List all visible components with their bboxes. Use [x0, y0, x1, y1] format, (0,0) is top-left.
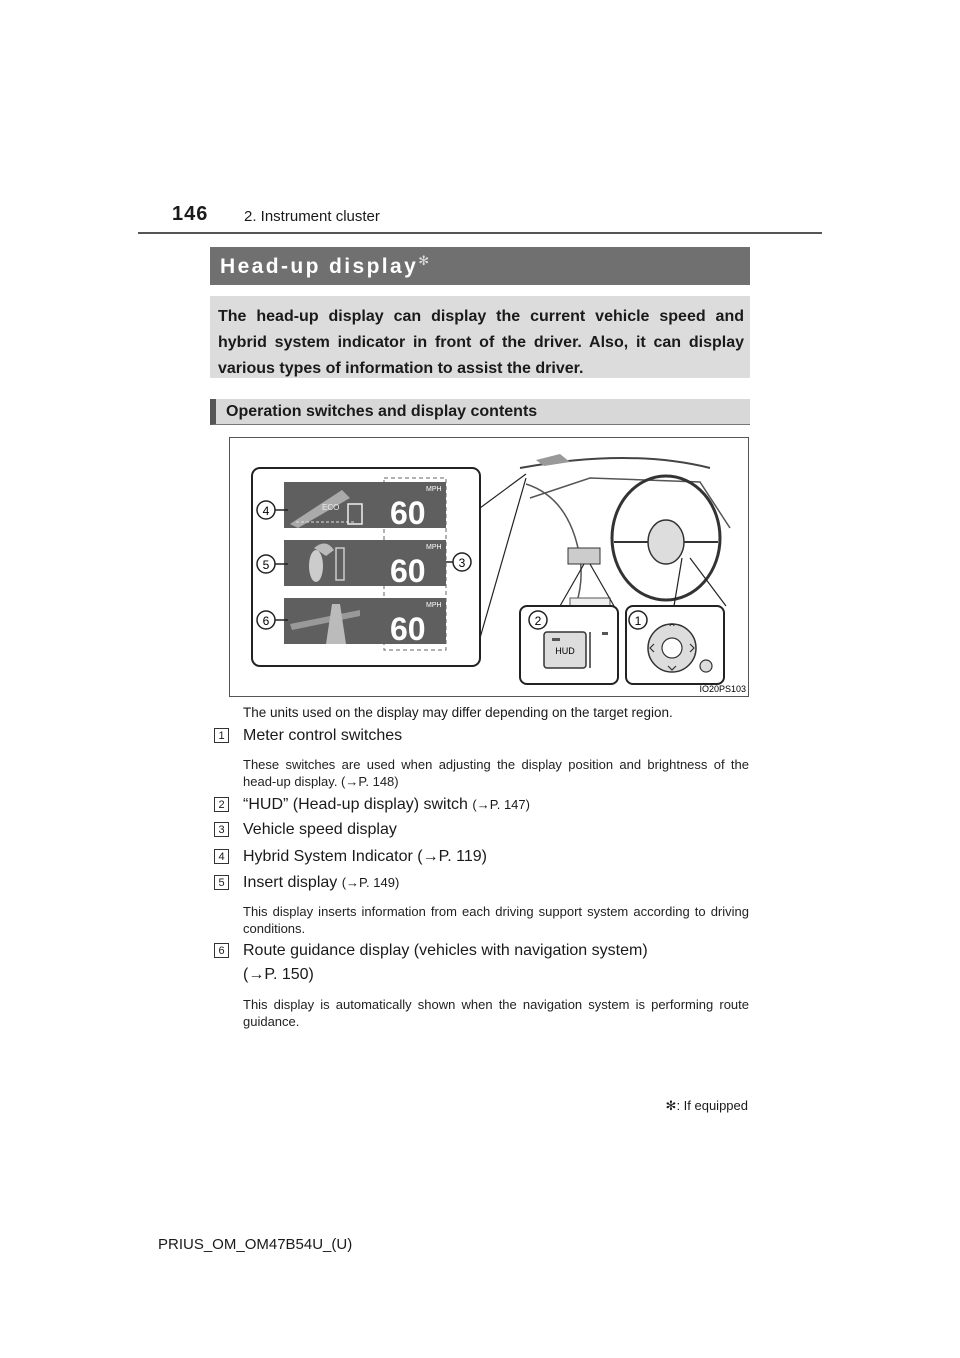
subheading-text: Operation switches and display contents — [226, 403, 538, 420]
speed-unit: MPH — [426, 544, 442, 551]
speed-value: 60 — [390, 611, 426, 647]
speed-unit: MPH — [426, 602, 442, 609]
hud-switch-location — [568, 548, 600, 564]
item-hybrid-system-indicator: Hybrid System Indicator (→P. 119) — [243, 848, 487, 865]
speed-value: 60 — [390, 553, 426, 589]
callout-6-label: 6 — [262, 614, 270, 628]
item-2-label: “HUD” (Head-up display) switch — [243, 796, 473, 813]
item-5-ref: (→P. 149) — [341, 875, 400, 890]
hud-label: HUD — [555, 646, 575, 656]
figure-code: IO20PS103 — [699, 684, 746, 694]
callout-3-label: 3 — [458, 556, 466, 570]
callout-4-label: 4 — [262, 504, 270, 518]
item-vehicle-speed-display: Vehicle speed display — [243, 821, 397, 838]
item-insert-display — [243, 874, 399, 892]
eco-label: ECO — [322, 503, 340, 512]
chapter-title: 2. Instrument cluster — [244, 208, 380, 225]
section-title — [220, 253, 429, 279]
speed-unit: MPH — [426, 486, 442, 493]
manual-id: PRIUS_OM_OM47B54U_(U) — [158, 1236, 353, 1253]
intro-text: The head-up display can display the current vehicle speed and hybrid system indicator in front of the driver. Also, it can display various types of information to assist the driver. — [218, 308, 744, 377]
subheading-bar — [210, 399, 750, 425]
hud-illustration — [229, 437, 749, 697]
header-rule — [138, 232, 822, 234]
item-1-description: These switches are used when adjusting the display position and brightness of the head-up display. (→P. 148) — [243, 757, 749, 789]
footnote — [666, 1098, 748, 1114]
item-number-4: 4 — [214, 849, 229, 864]
insert-display-screen — [284, 540, 382, 586]
section-title-text: Head-up display — [220, 255, 419, 278]
callout-5-label: 5 — [262, 558, 270, 572]
item-2-ref: (→P. 147) — [472, 797, 530, 812]
page-number: 146 — [172, 203, 209, 225]
item-number-5: 5 — [214, 875, 229, 890]
units-note: The units used on the display may differ depending on the target region. — [243, 705, 673, 720]
callout-1-label: 1 — [634, 614, 642, 628]
item-number-1: 1 — [214, 728, 229, 743]
item-number-3: 3 — [214, 822, 229, 837]
item-6-description: This display is automatically shown when the navigation system is performing route guidance. — [243, 997, 749, 1029]
item-6-ref: (→P. 150) — [243, 966, 314, 983]
back-button-icon — [700, 660, 712, 672]
steering-hub — [648, 520, 684, 564]
speed-value: 60 — [390, 495, 426, 531]
chevron-up-icon: ^ — [668, 623, 676, 633]
section-title-bar — [210, 247, 750, 285]
footnote-mark: ✻ — [665, 1098, 677, 1113]
if-equipped-mark: ✻ — [418, 253, 430, 268]
item-5-label: Insert display — [243, 874, 342, 891]
item-route-guidance-display: Route guidance display (vehicles with navigation system) — [243, 942, 648, 959]
dashboard-top — [530, 478, 730, 528]
item-5-description: This display inserts information from each driving support system according to driving conditions. — [243, 904, 749, 936]
item-number-2: 2 — [214, 797, 229, 812]
item-hud-switch — [243, 796, 530, 814]
item-meter-control-switches: Meter control switches — [243, 727, 403, 744]
item-number-6: 6 — [214, 943, 229, 958]
callout-2-label: 2 — [534, 614, 542, 628]
intro-box — [210, 296, 750, 378]
hud-illustration-svg — [230, 438, 748, 696]
car-silhouette-icon — [309, 550, 323, 582]
footnote-text: : If equipped — [676, 1098, 748, 1113]
